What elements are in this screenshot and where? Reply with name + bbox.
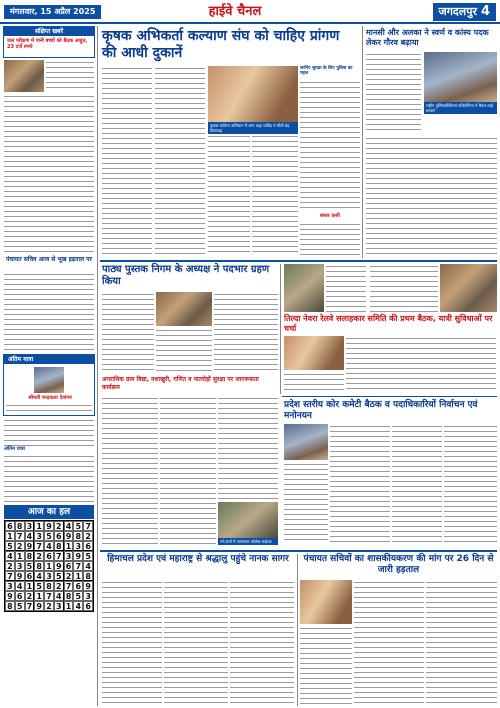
top-divider [362,26,363,258]
sudoku-cell: 8 [5,601,15,611]
sudoku-cell: 6 [25,571,35,581]
sudoku-cell: 3 [54,601,64,611]
main-headline: कृषक अभिकर्ता कल्याण संघ को चाहिए प्रांगण की आधी दुकानें [102,28,340,61]
sudoku-cell: 9 [64,531,74,541]
sudoku-cell: 5 [54,571,64,581]
sudoku-cell: 4 [73,601,83,611]
sudoku-cell: 5 [5,541,15,551]
sudoku-cell: 7 [54,551,64,561]
column-divider [97,26,98,706]
sudoku-cell: 8 [15,521,25,531]
sudoku-cell: 6 [64,561,74,571]
sudoku-cell: 9 [73,551,83,561]
state-text1 [330,424,390,544]
sudoku-cell: 1 [25,581,35,591]
sudoku-cell: 5 [73,591,83,601]
side-text2 [300,222,360,256]
sudoku-cell: 1 [34,521,44,531]
railway-text-bottom [284,372,344,392]
railway-text-right [370,264,438,312]
tribute-label: अंतिम यात्रा [4,355,94,364]
sudoku-cell: 1 [73,571,83,581]
bottom-rule [100,550,497,552]
sudoku-cell: 2 [83,531,93,541]
sudoku-cell: 7 [15,531,25,541]
sudoku-grid [4,520,94,612]
sudoku-cell: 3 [5,581,15,591]
bottom-divider [297,554,298,706]
sudoku-cell: 6 [83,601,93,611]
sudoku-cell: 1 [64,601,74,611]
mid-left-photo [156,292,212,326]
crime-photo [218,502,278,538]
sudoku-cell: 8 [73,531,83,541]
sudoku-cell: 5 [25,561,35,571]
crime-photo-caption: नये सत्रों में भाषागता कॉलेज लाईआ [218,538,278,545]
main-col2-text [155,66,205,256]
brief-box [3,26,95,58]
state-text2 [392,424,442,544]
sudoku-cell: 1 [34,591,44,601]
sudoku-cell: 4 [44,541,54,551]
sudoku-cell: 3 [25,521,35,531]
right-top-photo-caption: राष्ट्रीय पुस्तिकरिशियम प्रतियोगिता में मैडल लाई छात्राएं [424,102,497,114]
main-col1-text [102,66,152,256]
sudoku-cell: 5 [73,521,83,531]
bottom-left-text3 [230,580,294,704]
story2-heading: पंचायत सचिव आज से भूख हड़ताल पर [5,256,93,263]
sudoku-cell: 6 [83,541,93,551]
sudoku-cell: 7 [44,591,54,601]
sudoku-cell: 1 [64,541,74,551]
sudoku-cell: 4 [15,581,25,591]
bottom-right-headline: पंचायत सचिवों का शासकीयकरण की मांग पर 26 दिन से जारी हड़ताल [303,554,494,575]
story2-text [4,272,94,352]
sudoku-cell: 4 [54,591,64,601]
sudoku-cell: 7 [34,541,44,551]
sudoku-cell: 1 [5,531,15,541]
main-col3-text [208,134,250,256]
mid-left-text3 [214,292,278,372]
railway-photo-small [284,264,324,312]
city-name: जगदलपुर [438,5,477,18]
tribute-sub: अंतिम यात्रा [4,446,25,452]
sudoku-cell: 4 [25,531,35,541]
crime-text3 [218,396,278,500]
right-top-text2 [366,136,497,256]
side-text [300,80,360,210]
sudoku-cell: 4 [5,551,15,561]
sudoku-cell: 6 [15,591,25,601]
sudoku-cell: 3 [44,571,54,581]
brief-photo [4,60,44,92]
sudoku-cell: 9 [5,591,15,601]
brief-title: संक्षिप्त खबरें [4,27,94,36]
side-heading: जानिए सुरक्षा के लिए पुलिस का पहल [300,66,353,77]
railway-photo-right [440,264,497,312]
sudoku-cell: 9 [83,581,93,591]
sudoku-cell: 8 [34,561,44,571]
sudoku-cell: 5 [34,581,44,591]
sudoku-cell: 3 [73,541,83,551]
sudoku-cell: 8 [83,571,93,581]
sudoku-cell: 6 [54,531,64,541]
header-date: मंगलवार, 15 अप्रैल 2025 [4,5,101,19]
sudoku-cell: 2 [54,521,64,531]
bottom-right-photo [300,580,352,624]
sudoku-cell: 1 [15,551,25,561]
sudoku-cell: 5 [44,531,54,541]
sudoku-cell: 2 [5,561,15,571]
sudoku-cell: 9 [54,561,64,571]
tribute3-text [4,454,94,502]
right-top-headline: मानसी और अलका ने स्वर्ण व कांस्य पदक लेकर गौरव बढ़ाया [366,28,489,47]
sudoku-cell: 8 [54,541,64,551]
sudoku-cell: 2 [15,541,25,551]
brief-headline: जल परीक्षण में पानी बच्चों को बैठक आहूत, 23 दर्जे रुपये [7,38,88,50]
section-rule [100,260,497,262]
right-top-photo [424,52,497,102]
mid-left-text1 [102,292,154,372]
mid-left-text2 [156,328,212,372]
state-text0 [284,462,328,544]
sudoku-cell: 6 [73,581,83,591]
bottom-left-text2 [164,580,228,704]
sudoku-cell: 3 [64,551,74,561]
tribute-name: श्रीमती चन्द्रकला देवांगन [28,395,72,401]
sudoku-cell: 9 [15,571,25,581]
tribute2-text [4,418,94,446]
puzzle-title: आज का हल [4,505,94,519]
sudoku-cell: 8 [25,551,35,561]
header-city [433,3,496,21]
sudoku-cell: 6 [44,551,54,561]
sudoku-cell: 9 [34,601,44,611]
sudoku-cell: 4 [34,571,44,581]
railway-photo [284,336,344,370]
sudoku-cell: 7 [73,561,83,571]
side-footer: बस्तर कसी [320,213,340,219]
state-rule [282,396,497,397]
sudoku-cell: 1 [44,561,54,571]
sudoku-cell: 2 [34,551,44,561]
header-section-title: हाईवे चैनल [208,4,262,19]
tribute-photo [34,367,64,393]
state-headline: प्रदेश स्तरीय कोर कमेटी बैठक व पदाधिकारियों निर्वाचन एवं मनोनयन [284,400,478,421]
sudoku-cell: 3 [34,531,44,541]
main-photo-caption: कृषक कोरोना अभियान में लगा कहा गाविंद मं सीटी बंद कियाबढ़ [208,122,298,134]
mid-left-headline: पाठ्य पुस्तक निगम के अध्यक्ष ने पदभार ग्रहण किया [102,264,270,287]
sudoku-cell: 7 [64,581,74,591]
bottom-right-text2 [426,580,497,704]
state-text3 [444,424,497,544]
sudoku-cell: 7 [25,601,35,611]
crime-text2 [160,396,216,546]
sudoku-cell: 2 [54,581,64,591]
sudoku-cell: 9 [44,521,54,531]
sudoku-cell: 3 [83,591,93,601]
crime-text1 [102,396,158,546]
sudoku-cell: 9 [25,541,35,551]
page-header [0,0,500,24]
right-top-text1 [366,52,421,134]
sudoku-cell: 3 [15,561,25,571]
mid-divider [280,264,281,394]
sudoku-cell: 6 [5,521,15,531]
bottom-right-text1 [354,580,424,704]
sudoku-cell: 4 [64,521,74,531]
main-col4-text [252,134,298,256]
bottom-left-headline: हिमाचल प्रदेश एवं महाराष्ट्र से श्रद्धालु पहुंचे नानक सागर [107,554,289,564]
sudoku-cell: 2 [64,571,74,581]
brief-story-text [4,94,94,254]
sudoku-cell: 7 [83,521,93,531]
tribute-box [3,354,95,416]
sudoku-cell: 5 [83,551,93,561]
railway-text [346,336,496,392]
sudoku-cell: 4 [83,561,93,571]
sudoku-cell: 2 [44,601,54,611]
sudoku-cell: 7 [5,571,15,581]
sudoku-cell: 8 [44,581,54,591]
page-number: 4 [480,4,490,19]
tribute-text [6,403,92,415]
mid-right-headline: तिल्दा नेवरा रेलवे सलाहकार समिति की प्रथम बैठक, यात्री सुविधाओं पर चर्चा [284,314,493,333]
bottom-right-text0 [300,626,352,704]
bottom-left-text1 [102,580,162,704]
sudoku-cell: 8 [64,591,74,601]
brief-text [46,60,94,92]
state-photo [284,424,328,460]
sudoku-cell: 5 [15,601,25,611]
main-photo [208,66,298,122]
railway-text-top [326,264,366,312]
crime-headline: अपराधिक ग्राम विद्या, नशाखुरी, गणित व पातरोहों सुरक्षा पर जागरूकता कार्यक्रम [102,376,259,391]
sudoku-cell: 2 [25,591,35,601]
